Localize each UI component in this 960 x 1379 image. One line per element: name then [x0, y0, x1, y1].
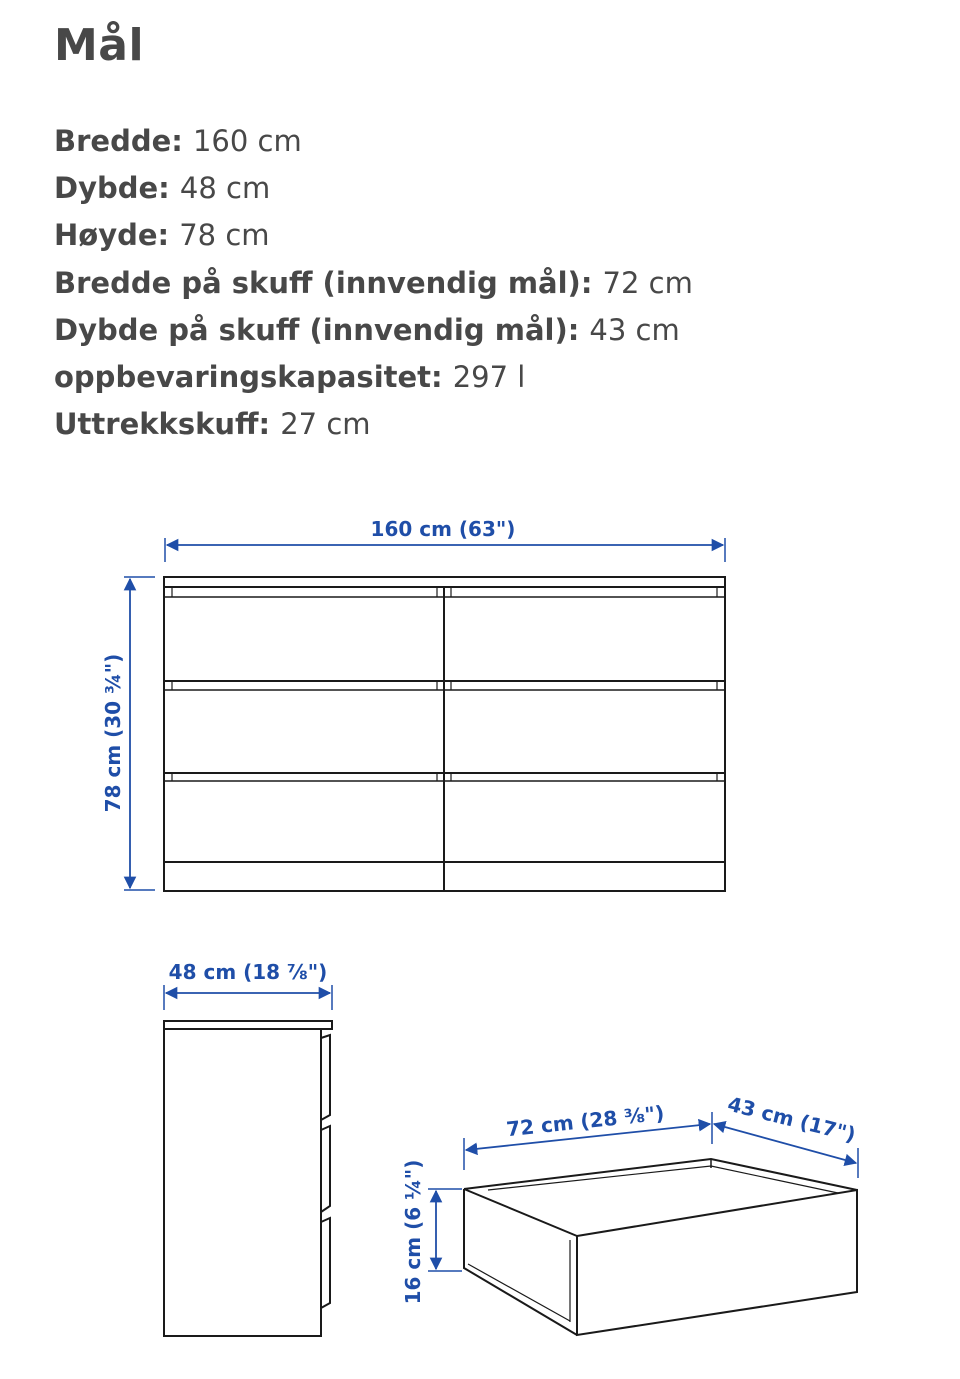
spec-row-height: Høyde: 78 cm [54, 218, 270, 253]
spec-row-drawer-width: Bredde på skuff (innvendig mål): 72 cm [54, 265, 693, 300]
spec-row-drawer-extension: Uttrekkskuff: 27 cm [54, 407, 371, 442]
spec-value: 43 cm [589, 312, 680, 347]
side-depth-label: 48 cm (18 ⅞") [168, 960, 328, 984]
spec-label: oppbevaringskapasitet [54, 359, 432, 394]
spec-value: 48 cm [179, 171, 271, 206]
spec-row-depth: Dybde: 48 cm [54, 171, 271, 206]
spec-row-width: Bredde: 160 cm [54, 124, 302, 158]
front-height-label: 78 cm (30 ¾") [101, 653, 125, 813]
spec-value: 160 cm [192, 124, 302, 158]
drawer-width-dimension [464, 1101, 712, 1170]
dresser-side-view [164, 1021, 332, 1336]
front-height-dimension [101, 577, 155, 890]
drawer-box [464, 1159, 857, 1335]
drawer-depth-label: 43 cm (17") [725, 1091, 859, 1147]
drawer-height-label: 16 cm (6 ¼") [401, 1159, 425, 1305]
side-depth-dimension [164, 960, 332, 1010]
drawer-width-label: 72 cm (28 ⅜") [505, 1100, 666, 1142]
spec-row-storage-capacity: oppbevaringskapasitet: 297 l [54, 359, 526, 394]
drawer-height-dimension [401, 1160, 462, 1305]
spec-label: Dybde [54, 171, 159, 206]
spec-label: Dybde på skuff (innvendig mål) [54, 312, 568, 347]
spec-row-drawer-depth: Dybde på skuff (innvendig mål): 43 cm [54, 312, 680, 347]
page-title: Mål [54, 20, 145, 71]
spec-value: 78 cm [179, 218, 270, 253]
dresser-front-view [164, 577, 725, 891]
spec-label: Bredde på skuff (innvendig mål) [54, 265, 581, 300]
spec-value: 72 cm [602, 265, 693, 300]
spec-value: 297 l [452, 359, 526, 394]
spec-label: Høyde [54, 218, 158, 253]
spec-label: Uttrekkskuff [54, 407, 259, 442]
spec-value: 27 cm [280, 407, 371, 442]
spec-label: Bredde [54, 124, 172, 158]
front-width-dimension [165, 517, 725, 562]
front-width-label: 160 cm (63") [370, 517, 516, 541]
